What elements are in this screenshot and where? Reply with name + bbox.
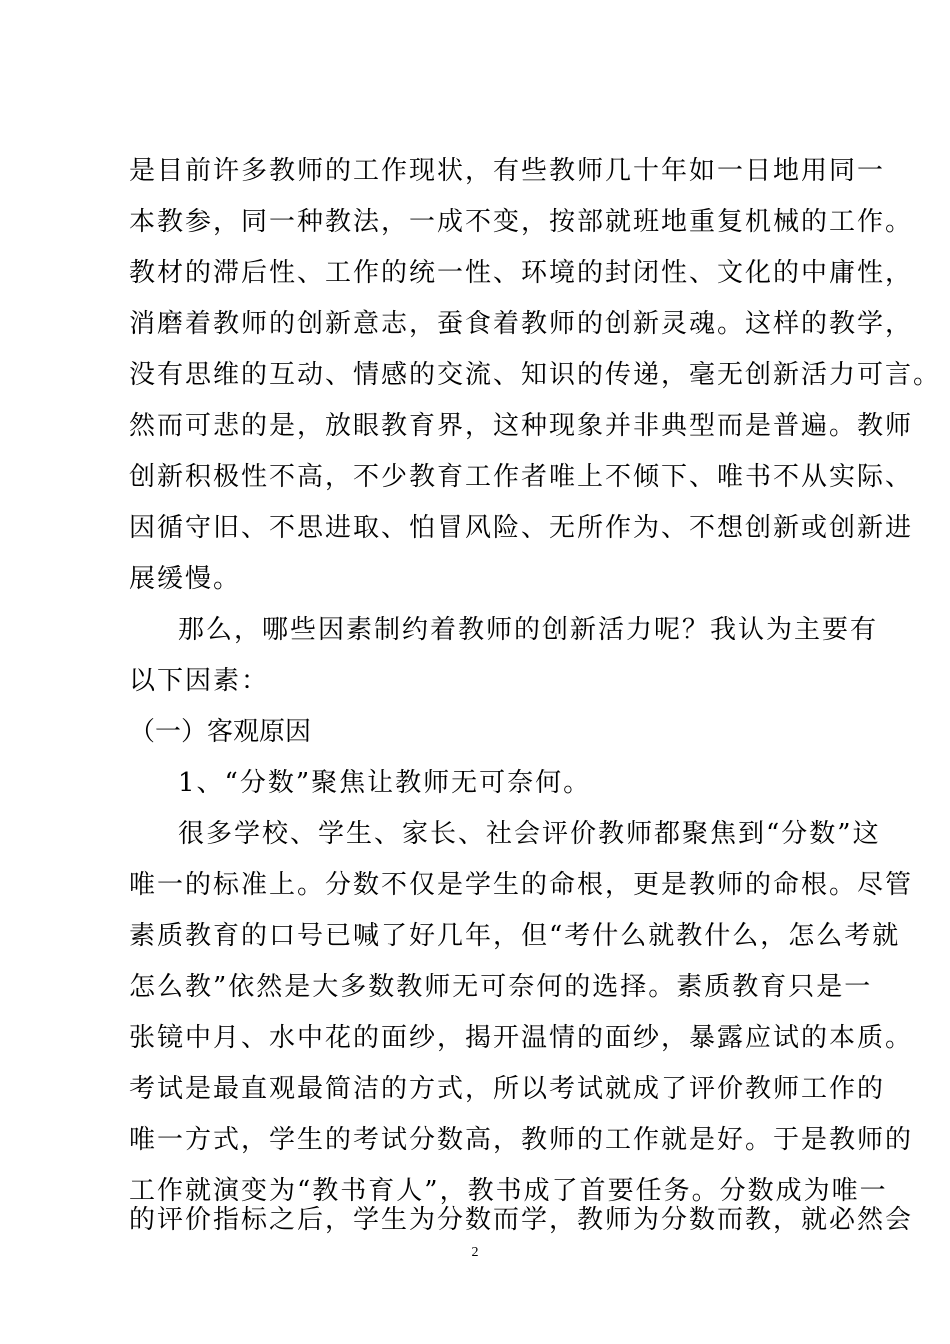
paragraph-first-line: 那么，哪些因素制约着教师的创新活力呢？我认为主要有 bbox=[178, 615, 879, 645]
text-line: 是目前许多教师的工作现状，有些教师几十年如一日地用同一 bbox=[129, 156, 886, 186]
text-line: 消磨着教师的创新意志，蚕食着教师的创新灵魂。这样的教学， bbox=[129, 309, 914, 339]
text-line: 以下因素： bbox=[129, 666, 270, 696]
text-line: 因循守旧、不思进取、怕冒风险、无所作为、不想创新或创新进 bbox=[129, 513, 914, 543]
page-number: 2 bbox=[471, 1245, 479, 1260]
text-line: 素质教育的口号已喊了好几年，但“考什么就教什么，怎么考就 bbox=[129, 921, 901, 951]
text-line: 工作就演变为“教书育人”，教书成了首要任务。分数成为唯一 bbox=[129, 1176, 888, 1206]
text-line: 考试是最直观最简洁的方式，所以考试就成了评价教师工作的 bbox=[129, 1074, 886, 1104]
text-line: 的评价指标之后，学生为分数而学，教师为分数而教，就必然会 bbox=[129, 1205, 914, 1235]
section-heading: （一）客观原因 bbox=[129, 717, 312, 747]
text-line: 张镜中月、水中花的面纱，揭开温情的面纱，暴露应试的本质。 bbox=[129, 1023, 914, 1053]
subsection-heading: 1、“分数”聚焦让教师无可奈何。 bbox=[178, 768, 592, 798]
text-line: 创新积极性不高，不少教育工作者唯上不倾下、唯书不从实际、 bbox=[129, 462, 914, 492]
text-line: 本教参，同一种教法，一成不变，按部就班地重复机械的工作。 bbox=[129, 207, 914, 237]
text-line: 展缓慢。 bbox=[129, 564, 242, 594]
text-line: 怎么教”依然是大多数教师无可奈何的选择。素质教育只是一 bbox=[129, 972, 873, 1002]
text-line: 唯一方式，学生的考试分数高，教师的工作就是好。于是教师的 bbox=[129, 1125, 914, 1155]
text-line: 唯一的标准上。分数不仅是学生的命根，更是教师的命根。尽管 bbox=[129, 870, 914, 900]
text-line: 然而可悲的是，放眼教育界，这种现象并非典型而是普遍。教师 bbox=[129, 411, 914, 441]
paragraph-first-line: 很多学校、学生、家长、社会评价教师都聚焦到“分数”这 bbox=[178, 819, 881, 849]
text-line: 没有思维的互动、情感的交流、知识的传递，毫无创新活力可言。 bbox=[129, 360, 942, 390]
text-line: 教材的滞后性、工作的统一性、环境的封闭性、文化的中庸性， bbox=[129, 258, 914, 288]
